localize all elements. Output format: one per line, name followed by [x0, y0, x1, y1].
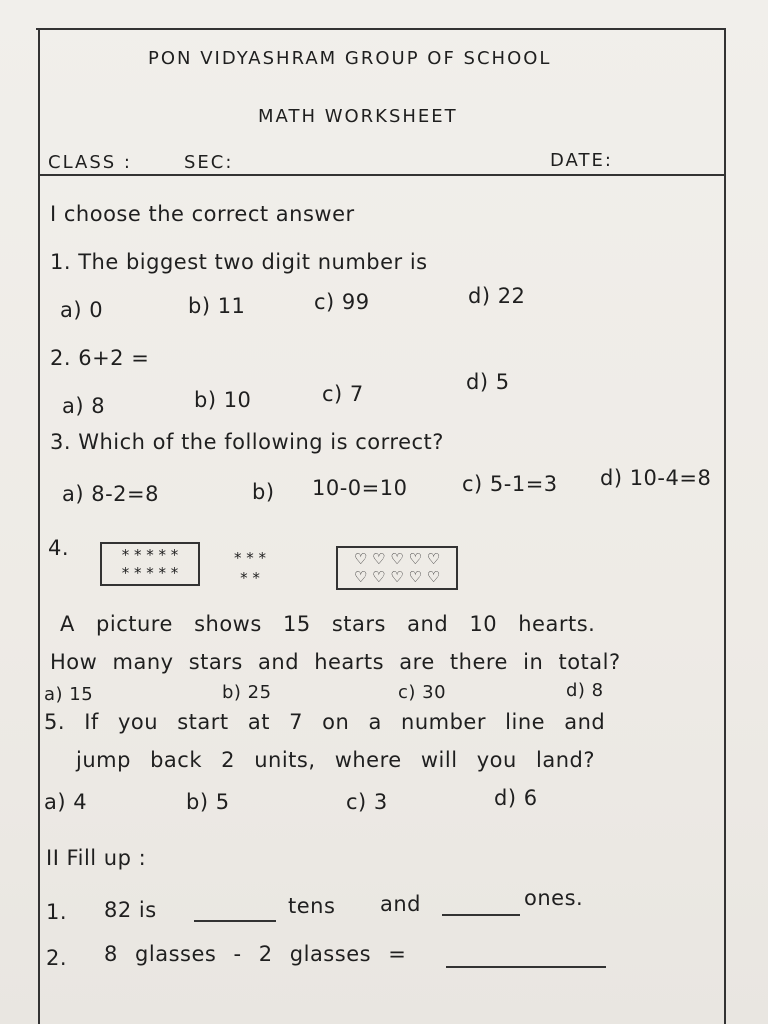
loose-stars: [218, 548, 282, 588]
fill-q1-blank-ones[interactable]: [442, 914, 520, 916]
section2-heading: II Fill up :: [46, 846, 147, 870]
q2-option-a: a) 8: [62, 394, 106, 418]
q3-option-d: d) 10-4=8: [600, 466, 712, 490]
fill-q1-number: 1.: [46, 900, 68, 924]
q2-option-d: d) 5: [466, 370, 510, 394]
q2-option-b: b) 10: [194, 388, 252, 412]
q4-option-d: d) 8: [566, 680, 604, 701]
q4-option-a: a) 15: [44, 684, 94, 705]
q4-line-1: A picture shows 15 stars and 10 hearts.: [60, 612, 596, 636]
q2-text: 2. 6+2 =: [50, 346, 150, 370]
date-label: DATE:: [550, 150, 613, 171]
q1-option-c: c) 99: [314, 290, 370, 314]
q1-option-a: a) 0: [60, 298, 104, 322]
fill-q1-text-2: tens: [288, 894, 336, 918]
q2-option-c: c) 7: [322, 382, 364, 406]
header-rule: [40, 174, 724, 176]
q3-text: 3. Which of the following is correct?: [50, 430, 444, 454]
fill-q2-blank[interactable]: [446, 966, 606, 968]
school-name: PON VIDYASHRAM GROUP OF SCHOOL: [148, 48, 552, 69]
section-label: SEC:: [184, 152, 234, 173]
loose-stars-row-2: * *: [240, 569, 260, 587]
stars-box-row-1: * * * * *: [121, 546, 179, 564]
frame-top-border: [36, 28, 724, 30]
q4-option-c: c) 30: [398, 682, 447, 703]
q4-line-2: How many stars and hearts are there in total?: [50, 650, 621, 674]
q1-option-d: d) 22: [468, 284, 526, 308]
stars-box-row-2: * * * * *: [121, 564, 179, 582]
q5-option-a: a) 4: [44, 790, 88, 814]
q5-line-1: 5. If you start at 7 on a number line and: [44, 710, 606, 734]
fill-q2-number: 2.: [46, 946, 68, 970]
loose-stars-row-1: * * *: [233, 549, 267, 567]
q3-option-b-expression: 10-0=10: [312, 476, 408, 500]
hearts-box: [336, 546, 458, 590]
section1-heading: I choose the correct answer: [50, 202, 355, 226]
fill-q1-text-3: and: [380, 892, 422, 916]
q3-option-c: c) 5-1=3: [462, 472, 558, 496]
frame-right-border: [724, 28, 726, 1024]
q4-number: 4.: [48, 536, 70, 560]
fill-q1-text-4: ones.: [524, 886, 584, 910]
q1-option-b: b) 11: [188, 294, 246, 318]
q5-option-c: c) 3: [346, 790, 388, 814]
frame-left-border: [38, 28, 40, 1024]
fill-q2-text: 8 glasses - 2 glasses =: [104, 942, 407, 966]
hearts-box-row-2: ♡ ♡ ♡ ♡ ♡: [353, 568, 441, 586]
fill-q1-text-1: 82 is: [104, 898, 157, 922]
fill-q1-blank-tens[interactable]: [194, 920, 276, 922]
q5-line-2: jump back 2 units, where will you land?: [76, 748, 595, 772]
q5-option-d: d) 6: [494, 786, 538, 810]
q3-option-a: a) 8-2=8: [62, 482, 159, 506]
class-label: CLASS :: [48, 152, 132, 173]
q1-text: 1. The biggest two digit number is: [50, 250, 428, 274]
q3-option-b: b): [252, 480, 275, 504]
q5-option-b: b) 5: [186, 790, 230, 814]
q4-option-b: b) 25: [222, 682, 272, 703]
hearts-box-row-1: ♡ ♡ ♡ ♡ ♡: [353, 550, 441, 568]
worksheet-title: MATH WORKSHEET: [258, 106, 458, 127]
stars-box: [100, 542, 200, 586]
